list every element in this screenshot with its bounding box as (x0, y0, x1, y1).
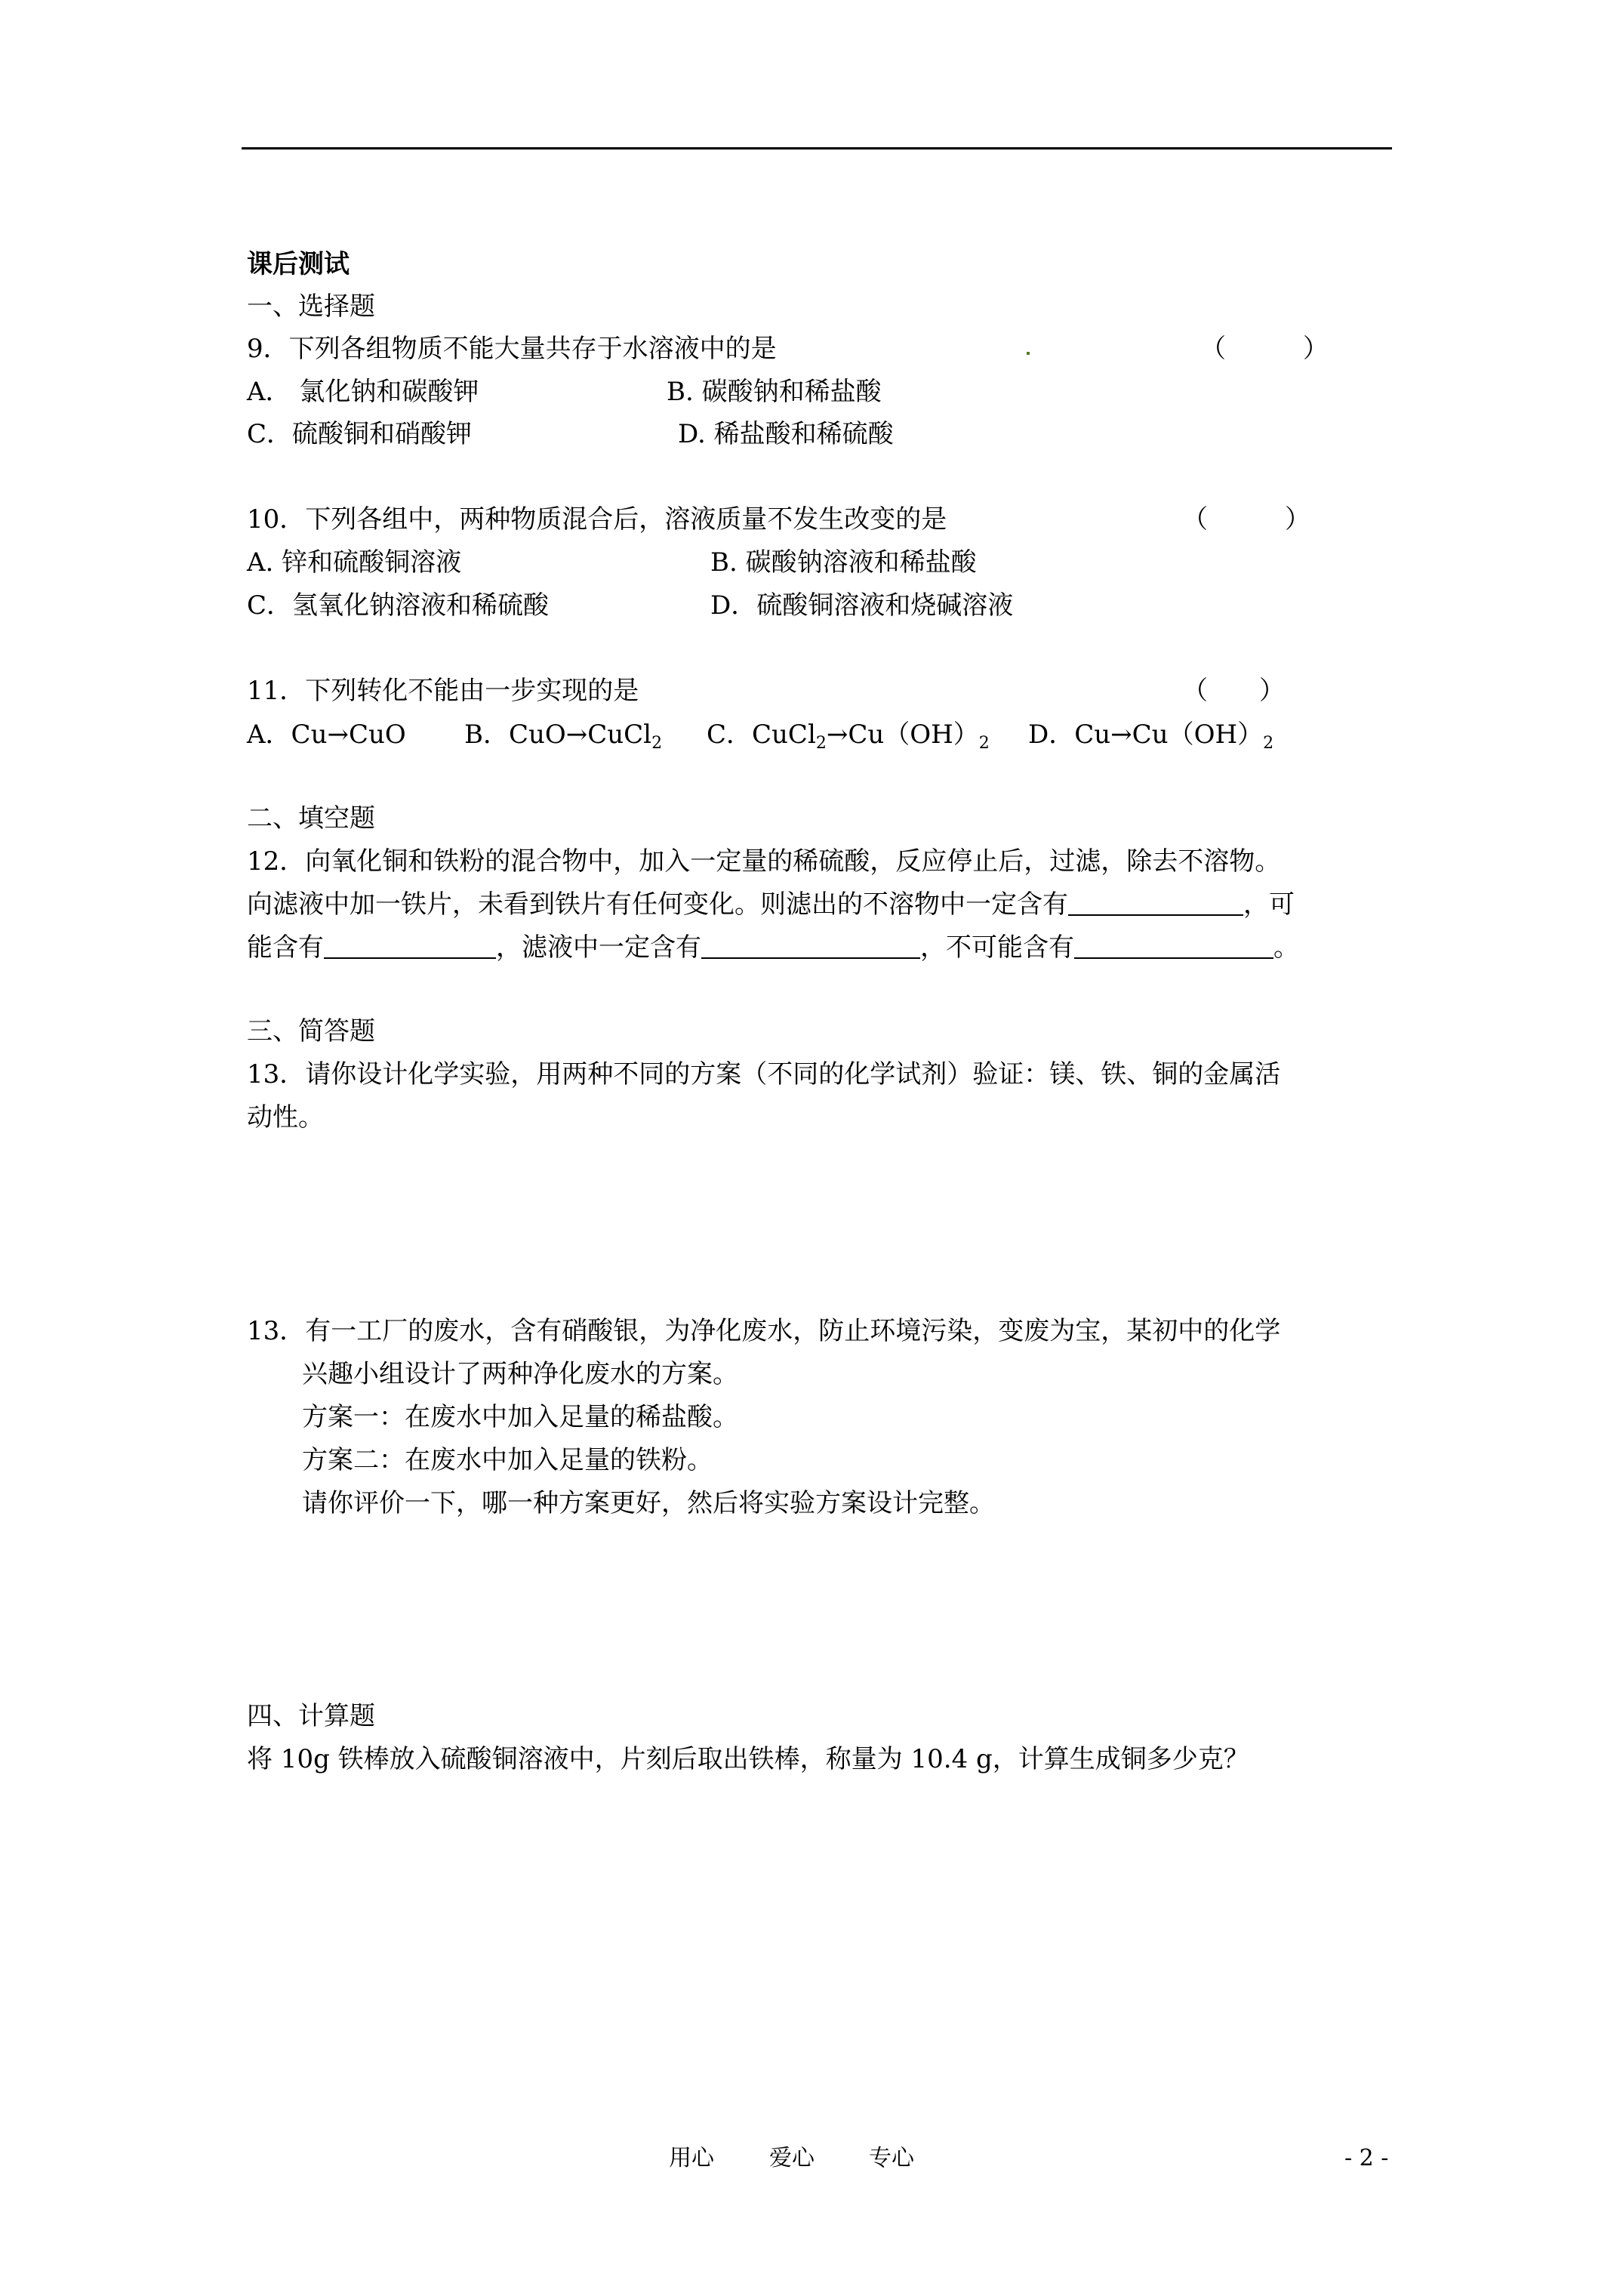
q12-blank-4[interactable] (1074, 932, 1273, 959)
page-number: - 2 - (1344, 2145, 1389, 2171)
q14-line-1: 将 10g 铁棒放入硫酸铜溶液中，片刻后取出铁棒，称量为 10.4 g，计算生成铜多少克？ (247, 1744, 1249, 1774)
q13b-line-1: 13．有一工厂的废水，含有硝酸银，为净化废水，防止环境污染，变废为宝，某初中的化学 (247, 1316, 1281, 1346)
q11-option-b: B．CuO→CuCl$_2$ (464, 720, 663, 753)
q10-option-a: A. 锌和硫酸铜溶液 (247, 547, 462, 578)
q13b-line-5: 请你评价一下，哪一种方案更好，然后将实验方案设计完整。 (302, 1488, 995, 1518)
q10-stem: 10．下列各组中，两种物质混合后，溶液质量不发生改变的是 (247, 504, 947, 535)
stray-mark (1027, 352, 1030, 355)
q11-option-a: A．Cu→CuO (247, 720, 406, 750)
q13b-line-3: 方案一：在废水中加入足量的稀盐酸。 (302, 1402, 738, 1432)
section-title: 课后测试 (247, 249, 350, 279)
q12-line-3: 能含有 ，滤液中一定含有 ，不可能含有 。 (247, 932, 1299, 963)
q9-option-b: B. 碳酸钠和稀盐酸 (667, 377, 882, 407)
q10-option-b: B. 碳酸钠溶液和稀盐酸 (710, 547, 977, 578)
q13b-line-4: 方案二：在废水中加入足量的铁粉。 (302, 1445, 713, 1475)
section-heading-fill: 二、填空题 (247, 803, 375, 834)
q12-line-2: 向滤液中加一铁片，未看到铁片有任何变化。则滤出的不溶物中一定含有 ，可 (247, 889, 1295, 920)
header-rule (242, 147, 1392, 149)
q9-option-a: A． 氯化钠和碳酸钾 (247, 377, 479, 407)
q10-option-d: D．硫酸铜溶液和烧碱溶液 (710, 590, 1014, 621)
footer-word-2: 爱心 (769, 2145, 815, 2171)
q9-option-c: C．硫酸铜和硝酸钾 (247, 419, 473, 449)
q13a-line-2: 动性。 (247, 1102, 324, 1133)
q13a-line-1: 13．请你设计化学实验，用两种不同的方案（不同的化学试剂）验证：镁、铁、铜的金属活 (247, 1059, 1281, 1089)
q12-blank-3[interactable] (701, 932, 920, 959)
section-heading-short-answer: 三、简答题 (247, 1016, 375, 1046)
footer-word-3: 专心 (869, 2145, 914, 2171)
q11-answer-paren: （ ） (1182, 676, 1285, 706)
q12-line-1: 12．向氧化铜和铁粉的混合物中，加入一定量的稀硫酸，反应停止后，过滤，除去不溶物。 (247, 846, 1281, 877)
q10-answer-paren: （ ） (1182, 504, 1310, 535)
q11-option-d: D．$Cu\to Cu(OH)_2$ (1028, 720, 1274, 753)
q10-option-c: C．氢氧化钠溶液和稀硫酸 (247, 590, 550, 621)
q9-option-d: D. 稀盐酸和稀硫酸 (678, 419, 894, 449)
q11-option-c: C．$CuCl_2\to Cu(OH)_2$ (707, 720, 990, 753)
q11-stem: 11．下列转化不能由一步实现的是 (247, 676, 639, 706)
section-heading-choice: 一、选择题 (247, 291, 375, 322)
q12-blank-2[interactable] (324, 932, 496, 959)
q12-blank-1[interactable] (1068, 889, 1243, 916)
q9-answer-paren: （ ） (1200, 334, 1329, 364)
q9-stem: 9．下列各组物质不能大量共存于水溶液中的是 (247, 334, 777, 364)
footer-word-1: 用心 (669, 2145, 714, 2171)
section-heading-calc: 四、计算题 (247, 1701, 375, 1731)
q13b-line-2: 兴趣小组设计了两种净化废水的方案。 (302, 1359, 738, 1389)
